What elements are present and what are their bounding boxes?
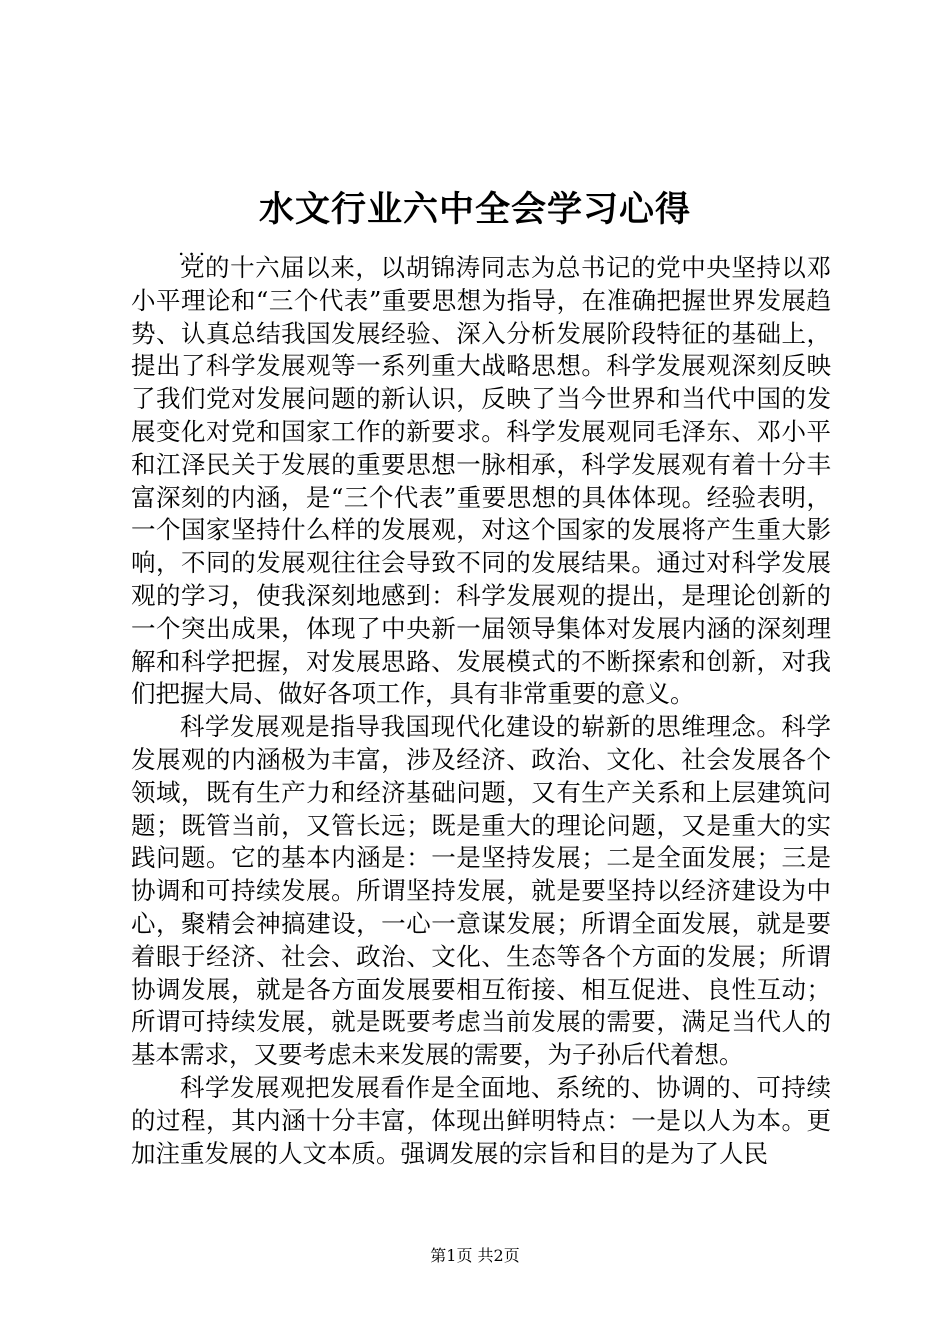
- ellipsis-marker: ...: [178, 236, 210, 260]
- page-footer: 第1页 共2页: [430, 1246, 520, 1265]
- paragraph-1: 党的十六届以来，以胡锦涛同志为总书记的党中央坚持以邓小平理论和“三个代表”重要思想为指导，在准确把握世界发展趋势、认真总结我国发展经验、深入分析发展阶段特征的基础上，提出了科学发展观等一系列重大战略思想。科学发展观深刻反映了我们党对发展问题的新认识，反映了当今世界和当代中国的发展变化对党和国家工作的新要求。科学发展观同毛泽东、邓小平和江泽民关于发展的重要思想一脉相承，科学发展观有着十分丰富深刻的内涵，是“三个代表”重要思想的具体体现。经验表明，一个国家坚持什么样的发展观，对这个国家的发展将产生重大影响，不同的发展观往往会导致不同的发展结果。通过对科学发展观的学习，使我深刻地感到：科学发展观的提出，是理论创新的一个突出成果，体现了中央新一届领导集体对发展内涵的深刻理解和科学把握，对发展思路、发展模式的不断探索和创新，对我们把握大局、做好各项工作，具有非常重要的意义。: [131, 253, 831, 709]
- document-body: [131, 252, 831, 1170]
- paragraph-2: 科学发展观是指导我国现代化建设的崭新的思维理念。科学发展观的内涵极为丰富，涉及经济、政治、文化、社会发展各个领域，既有生产力和经济基础问题，又有生产关系和上层建筑问题；既管当前，又管长远；既是重大的理论问题，又是重大的实践问题。它的基本内涵是：一是坚持发展；二是全面发展；三是协调和可持续发展。所谓坚持发展，就是要坚持以经济建设为中心，聚精会神搞建设，一心一意谋发展；所谓全面发展，就是要着眼于经济、社会、政治、文化、生态等各个方面的发展；所谓协调发展，就是各方面发展要相互衔接、相互促进、良性互动；所谓可持续发展，就是既要考虑当前发展的需要，满足当代人的基本需求，又要考虑未来发展的需要，为子孙后代着想。: [131, 712, 831, 1070]
- paragraph-3: 科学发展观把发展看作是全面地、系统的、协调的、可持续的过程，其内涵十分丰富，体现出鲜明特点：一是以人为本。更加注重发展的人文本质。强调发展的宗旨和目的是为了人民: [131, 1072, 831, 1168]
- document-title: 水文行业六中全会学习心得: [258, 189, 691, 230]
